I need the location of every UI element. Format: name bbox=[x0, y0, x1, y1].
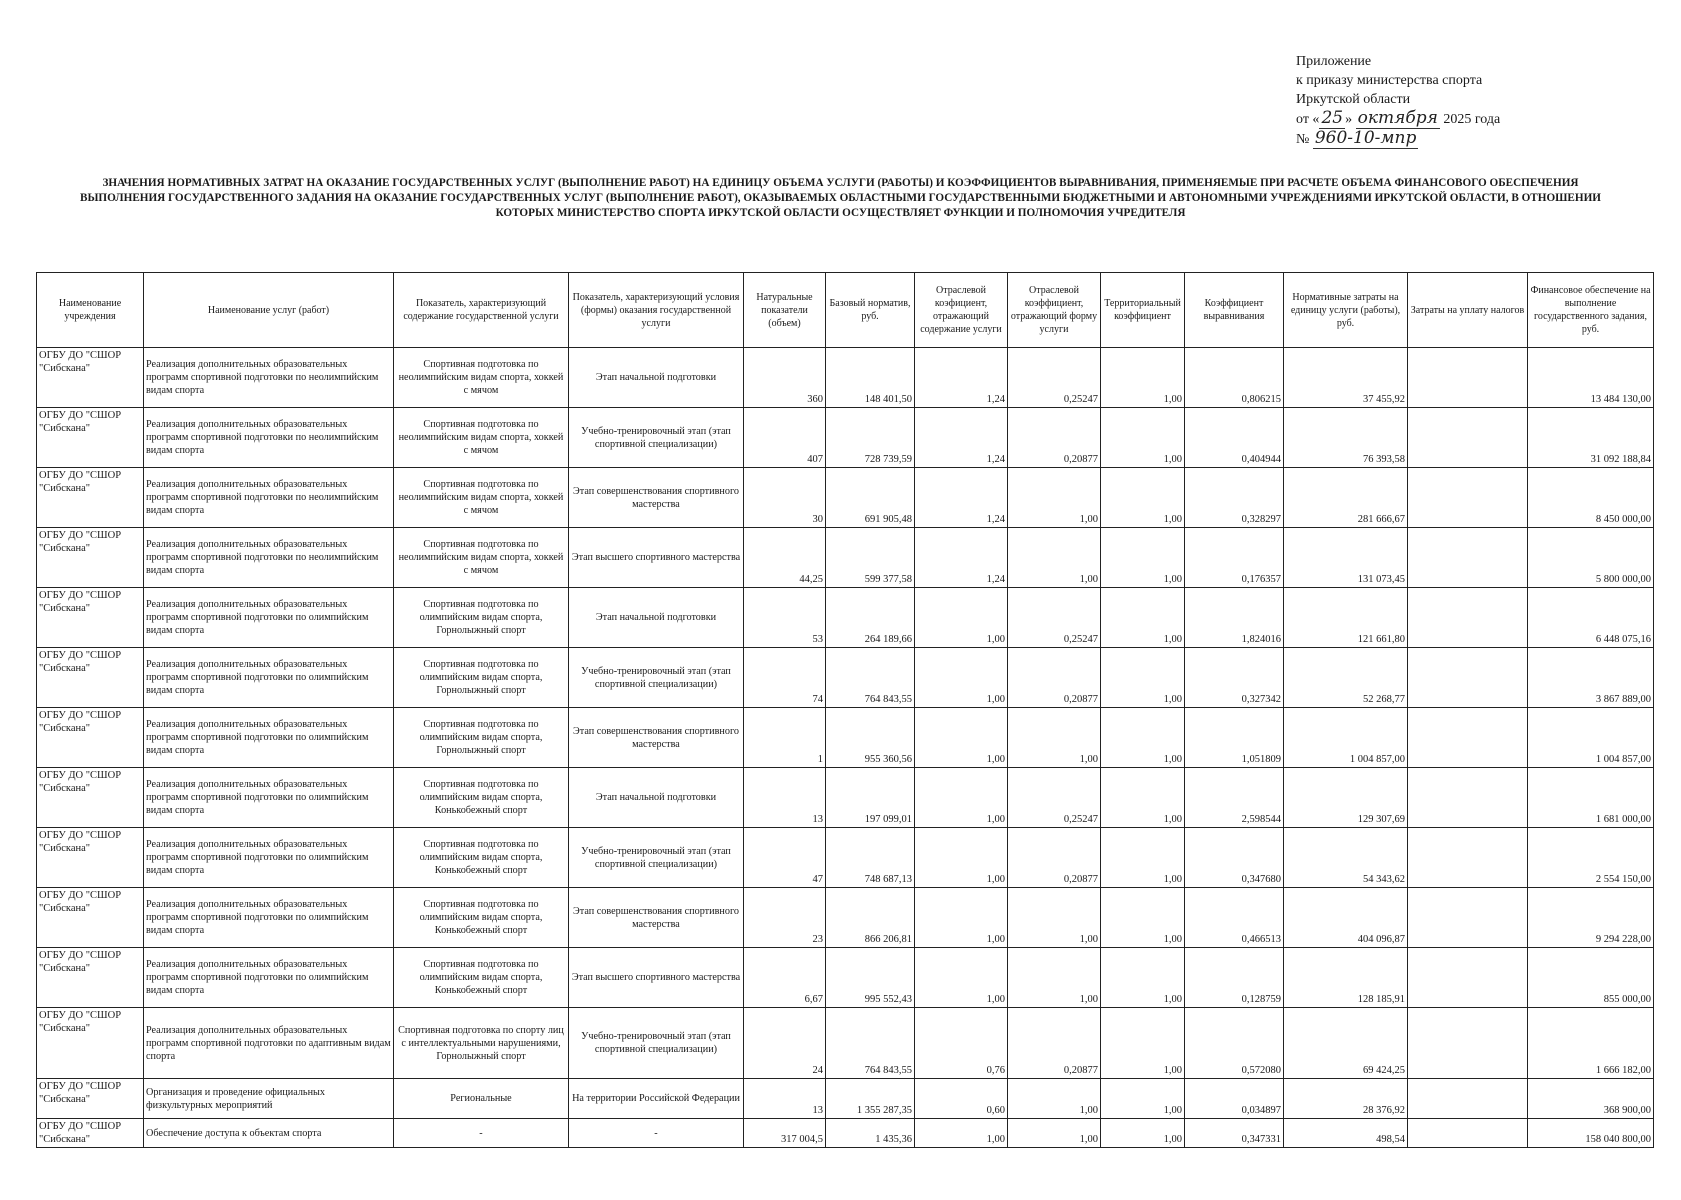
table-row bbox=[37, 528, 1654, 588]
cell-finance: 13 484 130,00 bbox=[1528, 348, 1654, 408]
cell-k-form: 0,25247 bbox=[1008, 348, 1101, 408]
cell-volume: 24 bbox=[744, 1008, 826, 1079]
cell-k-form: 0,20877 bbox=[1008, 828, 1101, 888]
col-header-tax: Затраты на уплату налогов bbox=[1408, 273, 1528, 348]
cell-finance: 31 092 188,84 bbox=[1528, 408, 1654, 468]
date-suffix: 2025 года bbox=[1439, 112, 1501, 127]
cell-finance: 1 004 857,00 bbox=[1528, 708, 1654, 768]
cell-content: Спортивная подготовка по олимпийским видам спорта, Конькобежный спорт bbox=[394, 828, 569, 888]
cell-volume: 6,67 bbox=[744, 948, 826, 1008]
number-prefix: № bbox=[1296, 132, 1313, 147]
cell-base: 995 552,43 bbox=[826, 948, 915, 1008]
cell-service: Реализация дополнительных образовательных программ спортивной подготовки по неолимпийским видам спорта bbox=[144, 348, 394, 408]
cell-form: Учебно-тренировочный этап (этап спортивной специализации) bbox=[569, 408, 744, 468]
cell-k-align: 0,806215 bbox=[1185, 348, 1284, 408]
table-body bbox=[37, 348, 1654, 1148]
cell-k-align: 0,328297 bbox=[1185, 468, 1284, 528]
appendix-line-1: Приложение bbox=[1296, 54, 1372, 69]
table-row bbox=[37, 768, 1654, 828]
cell-finance: 5 800 000,00 bbox=[1528, 528, 1654, 588]
col-header-k-form: Отраслевой коэффициент, отражающий форму услуги bbox=[1008, 273, 1101, 348]
cell-k-terr: 1,00 bbox=[1101, 768, 1185, 828]
order-number: 960-10-мпр bbox=[1314, 128, 1417, 148]
cell-service: Реализация дополнительных образовательных программ спортивной подготовки по неолимпийским видам спорта bbox=[144, 528, 394, 588]
cell-service: Реализация дополнительных образовательных программ спортивной подготовки по неолимпийским видам спорта bbox=[144, 468, 394, 528]
cell-base: 1 355 287,35 bbox=[826, 1079, 915, 1119]
cell-content: Спортивная подготовка по олимпийским видам спорта, Горнолыжный спорт bbox=[394, 708, 569, 768]
cell-k-align: 1,051809 bbox=[1185, 708, 1284, 768]
cell-k-align: 0,404944 bbox=[1185, 408, 1284, 468]
date-day: 25 bbox=[1321, 108, 1344, 128]
cell-org: ОГБУ ДО "СШОР "Сибскана" bbox=[37, 768, 144, 828]
cell-base: 599 377,58 bbox=[826, 528, 915, 588]
cell-k-form: 1,00 bbox=[1008, 948, 1101, 1008]
col-header-base: Базовый норматив, руб. bbox=[826, 273, 915, 348]
cell-k-content: 1,00 bbox=[915, 708, 1008, 768]
cell-org: ОГБУ ДО "СШОР "Сибскана" bbox=[37, 1079, 144, 1119]
cell-base: 748 687,13 bbox=[826, 828, 915, 888]
cell-content: Спортивная подготовка по неолимпийским видам спорта, хоккей с мячом bbox=[394, 408, 569, 468]
cell-content: Спортивная подготовка по неолимпийским видам спорта, хоккей с мячом bbox=[394, 348, 569, 408]
cell-k-terr: 1,00 bbox=[1101, 1119, 1185, 1148]
cell-norm: 128 185,91 bbox=[1284, 948, 1408, 1008]
table-row bbox=[37, 1079, 1654, 1119]
cell-tax bbox=[1408, 888, 1528, 948]
cell-k-content: 1,00 bbox=[915, 828, 1008, 888]
cell-k-content: 1,00 bbox=[915, 768, 1008, 828]
cell-org: ОГБУ ДО "СШОР "Сибскана" bbox=[37, 828, 144, 888]
appendix-line-2: к приказу министерства спорта bbox=[1296, 73, 1483, 88]
title-line-2: ВЫПОЛНЕНИЯ ГОСУДАРСТВЕННОГО ЗАДАНИЯ НА ОКАЗАНИЕ ГОСУДАРСТВЕННЫХ УСЛУГ (ВЫПОЛНЕНИЕ РАБОТ), ОКАЗЫВАЕМЫХ ОБЛАСТНЫМИ ГОСУДАРСТВЕННЫМИ БЮДЖЕТНЫМИ И АВТОНОМНЫМИ УЧРЕЖДЕНИЯМИ ИРКУТСКОЙ ОБЛАСТИ, В ОТНОШЕНИИ bbox=[79, 192, 1601, 204]
table-row bbox=[37, 948, 1654, 1008]
cell-tax bbox=[1408, 528, 1528, 588]
appendix-number bbox=[1296, 129, 1500, 149]
cell-k-align: 0,347680 bbox=[1185, 828, 1284, 888]
cell-k-terr: 1,00 bbox=[1101, 648, 1185, 708]
table-row bbox=[37, 888, 1654, 948]
cell-k-align: 0,176357 bbox=[1185, 528, 1284, 588]
cell-volume: 13 bbox=[744, 768, 826, 828]
cell-k-terr: 1,00 bbox=[1101, 348, 1185, 408]
cell-volume: 30 bbox=[744, 468, 826, 528]
col-header-k-align: Коэффициент выравнивания bbox=[1185, 273, 1284, 348]
cell-norm: 52 268,77 bbox=[1284, 648, 1408, 708]
table-row bbox=[37, 708, 1654, 768]
normative-costs-table bbox=[36, 272, 1654, 1148]
cell-volume: 317 004,5 bbox=[744, 1119, 826, 1148]
cell-service: Организация и проведение официальных физкультурных мероприятий bbox=[144, 1079, 394, 1119]
cell-k-terr: 1,00 bbox=[1101, 468, 1185, 528]
cell-content: Спортивная подготовка по олимпийским видам спорта, Горнолыжный спорт bbox=[394, 648, 569, 708]
cell-service: Реализация дополнительных образовательных программ спортивной подготовки по олимпийским видам спорта bbox=[144, 708, 394, 768]
cell-k-form: 0,20877 bbox=[1008, 1008, 1101, 1079]
cell-tax bbox=[1408, 348, 1528, 408]
cell-base: 148 401,50 bbox=[826, 348, 915, 408]
cell-tax bbox=[1408, 768, 1528, 828]
cell-form: Этап начальной подготовки bbox=[569, 348, 744, 408]
cell-form: Этап совершенствования спортивного мастерства bbox=[569, 468, 744, 528]
cell-tax bbox=[1408, 408, 1528, 468]
col-header-k-terr: Территориальный коэффициент bbox=[1101, 273, 1185, 348]
cell-form: Учебно-тренировочный этап (этап спортивной специализации) bbox=[569, 1008, 744, 1079]
date-month: октября bbox=[1357, 108, 1438, 128]
cell-content: Спортивная подготовка по неолимпийским видам спорта, хоккей с мячом bbox=[394, 468, 569, 528]
cell-k-align: 0,034897 bbox=[1185, 1079, 1284, 1119]
cell-org: ОГБУ ДО "СШОР "Сибскана" bbox=[37, 888, 144, 948]
cell-volume: 47 bbox=[744, 828, 826, 888]
cell-norm: 69 424,25 bbox=[1284, 1008, 1408, 1079]
cell-volume: 407 bbox=[744, 408, 826, 468]
cell-k-content: 1,00 bbox=[915, 648, 1008, 708]
cell-k-terr: 1,00 bbox=[1101, 528, 1185, 588]
cell-base: 764 843,55 bbox=[826, 648, 915, 708]
cell-service: Реализация дополнительных образовательных программ спортивной подготовки по неолимпийским видам спорта bbox=[144, 408, 394, 468]
cell-base: 1 435,36 bbox=[826, 1119, 915, 1148]
col-header-finance: Финансовое обеспечение на выполнение государственного задания, руб. bbox=[1528, 273, 1654, 348]
cell-org: ОГБУ ДО "СШОР "Сибскана" bbox=[37, 648, 144, 708]
cell-tax bbox=[1408, 1079, 1528, 1119]
title-line-3: КОТОРЫХ МИНИСТЕРСТВО СПОРТА ИРКУТСКОЙ ОБЛАСТИ ОСУЩЕСТВЛЯЕТ ФУНКЦИИ И ПОЛНОМОЧИЯ УЧРЕДИТЕЛЯ bbox=[495, 207, 1186, 219]
table-row bbox=[37, 408, 1654, 468]
cell-service: Обеспечение доступа к объектам спорта bbox=[144, 1119, 394, 1148]
date-mid: » bbox=[1345, 112, 1356, 127]
cell-k-content: 1,24 bbox=[915, 348, 1008, 408]
cell-k-form: 0,20877 bbox=[1008, 648, 1101, 708]
table-row bbox=[37, 348, 1654, 408]
cell-tax bbox=[1408, 948, 1528, 1008]
appendix-line-3: Иркутской области bbox=[1296, 92, 1411, 107]
cell-service: Реализация дополнительных образовательных программ спортивной подготовки по олимпийским видам спорта bbox=[144, 888, 394, 948]
cell-k-terr: 1,00 bbox=[1101, 1079, 1185, 1119]
cell-service: Реализация дополнительных образовательных программ спортивной подготовки по олимпийским видам спорта bbox=[144, 588, 394, 648]
cell-k-form: 0,25247 bbox=[1008, 588, 1101, 648]
cell-k-align: 2,598544 bbox=[1185, 768, 1284, 828]
cell-content: Спортивная подготовка по неолимпийским видам спорта, хоккей с мячом bbox=[394, 528, 569, 588]
cell-content: Спортивная подготовка по олимпийским видам спорта, Конькобежный спорт bbox=[394, 768, 569, 828]
cell-form: Этап высшего спортивного мастерства bbox=[569, 948, 744, 1008]
cell-content: - bbox=[394, 1119, 569, 1148]
cell-content: Спортивная подготовка по олимпийским видам спорта, Конькобежный спорт bbox=[394, 888, 569, 948]
cell-norm: 1 004 857,00 bbox=[1284, 708, 1408, 768]
cell-finance: 9 294 228,00 bbox=[1528, 888, 1654, 948]
cell-k-align: 0,347331 bbox=[1185, 1119, 1284, 1148]
cell-form: Этап начальной подготовки bbox=[569, 768, 744, 828]
cell-k-terr: 1,00 bbox=[1101, 408, 1185, 468]
cell-k-form: 1,00 bbox=[1008, 528, 1101, 588]
cell-norm: 498,54 bbox=[1284, 1119, 1408, 1148]
cell-k-align: 0,572080 bbox=[1185, 1008, 1284, 1079]
cell-norm: 404 096,87 bbox=[1284, 888, 1408, 948]
cell-k-form: 0,20877 bbox=[1008, 408, 1101, 468]
cell-k-align: 0,466513 bbox=[1185, 888, 1284, 948]
cell-org: ОГБУ ДО "СШОР "Сибскана" bbox=[37, 588, 144, 648]
cell-finance: 3 867 889,00 bbox=[1528, 648, 1654, 708]
cell-org: ОГБУ ДО "СШОР "Сибскана" bbox=[37, 528, 144, 588]
cell-finance: 8 450 000,00 bbox=[1528, 468, 1654, 528]
cell-base: 955 360,56 bbox=[826, 708, 915, 768]
cell-finance: 1 681 000,00 bbox=[1528, 768, 1654, 828]
cell-k-terr: 1,00 bbox=[1101, 828, 1185, 888]
cell-k-terr: 1,00 bbox=[1101, 888, 1185, 948]
cell-base: 728 739,59 bbox=[826, 408, 915, 468]
cell-norm: 76 393,58 bbox=[1284, 408, 1408, 468]
cell-norm: 28 376,92 bbox=[1284, 1079, 1408, 1119]
cell-k-terr: 1,00 bbox=[1101, 1008, 1185, 1079]
cell-service: Реализация дополнительных образовательных программ спортивной подготовки по адаптивным видам спорта bbox=[144, 1008, 394, 1079]
cell-org: ОГБУ ДО "СШОР "Сибскана" bbox=[37, 468, 144, 528]
cell-org: ОГБУ ДО "СШОР "Сибскана" bbox=[37, 348, 144, 408]
cell-org: ОГБУ ДО "СШОР "Сибскана" bbox=[37, 408, 144, 468]
cell-finance: 6 448 075,16 bbox=[1528, 588, 1654, 648]
cell-finance: 1 666 182,00 bbox=[1528, 1008, 1654, 1079]
cell-tax bbox=[1408, 708, 1528, 768]
cell-finance: 158 040 800,00 bbox=[1528, 1119, 1654, 1148]
cell-form: Учебно-тренировочный этап (этап спортивной специализации) bbox=[569, 828, 744, 888]
cell-base: 691 905,48 bbox=[826, 468, 915, 528]
cell-volume: 360 bbox=[744, 348, 826, 408]
cell-finance: 2 554 150,00 bbox=[1528, 828, 1654, 888]
table-row bbox=[37, 588, 1654, 648]
cell-service: Реализация дополнительных образовательных программ спортивной подготовки по олимпийским видам спорта bbox=[144, 768, 394, 828]
cell-norm: 131 073,45 bbox=[1284, 528, 1408, 588]
cell-org: ОГБУ ДО "СШОР "Сибскана" bbox=[37, 1008, 144, 1079]
cell-tax bbox=[1408, 648, 1528, 708]
cell-k-form: 1,00 bbox=[1008, 888, 1101, 948]
cell-tax bbox=[1408, 468, 1528, 528]
cell-k-content: 0,60 bbox=[915, 1079, 1008, 1119]
cell-volume: 53 bbox=[744, 588, 826, 648]
cell-k-content: 1,24 bbox=[915, 408, 1008, 468]
cell-k-align: 0,327342 bbox=[1185, 648, 1284, 708]
cell-volume: 1 bbox=[744, 708, 826, 768]
cell-content: Спортивная подготовка по олимпийским видам спорта, Конькобежный спорт bbox=[394, 948, 569, 1008]
date-prefix: от « bbox=[1296, 112, 1320, 127]
cell-norm: 37 455,92 bbox=[1284, 348, 1408, 408]
cell-form: Этап совершенствования спортивного мастерства bbox=[569, 708, 744, 768]
cell-content: Региональные bbox=[394, 1079, 569, 1119]
cell-k-form: 1,00 bbox=[1008, 1119, 1101, 1148]
cell-form: На территории Российской Федерации bbox=[569, 1079, 744, 1119]
cell-k-content: 1,24 bbox=[915, 468, 1008, 528]
table-row bbox=[37, 1119, 1654, 1148]
cell-form: - bbox=[569, 1119, 744, 1148]
cell-norm: 54 343,62 bbox=[1284, 828, 1408, 888]
cell-org: ОГБУ ДО "СШОР "Сибскана" bbox=[37, 948, 144, 1008]
table-header-row bbox=[37, 273, 1654, 348]
cell-tax bbox=[1408, 1119, 1528, 1148]
col-header-norm: Нормативные затраты на единицу услуги (работы), руб. bbox=[1284, 273, 1408, 348]
cell-tax bbox=[1408, 1008, 1528, 1079]
appendix-date bbox=[1296, 109, 1500, 129]
table-row bbox=[37, 468, 1654, 528]
cell-finance: 368 900,00 bbox=[1528, 1079, 1654, 1119]
table-row bbox=[37, 1008, 1654, 1079]
cell-k-form: 1,00 bbox=[1008, 708, 1101, 768]
cell-k-content: 1,00 bbox=[915, 948, 1008, 1008]
cell-content: Спортивная подготовка по олимпийским видам спорта, Горнолыжный спорт bbox=[394, 588, 569, 648]
cell-form: Этап совершенствования спортивного мастерства bbox=[569, 888, 744, 948]
cell-base: 764 843,55 bbox=[826, 1008, 915, 1079]
cell-k-align: 0,128759 bbox=[1185, 948, 1284, 1008]
cell-service: Реализация дополнительных образовательных программ спортивной подготовки по олимпийским видам спорта bbox=[144, 828, 394, 888]
cell-k-terr: 1,00 bbox=[1101, 588, 1185, 648]
cell-k-form: 0,25247 bbox=[1008, 768, 1101, 828]
cell-base: 197 099,01 bbox=[826, 768, 915, 828]
cell-form: Этап высшего спортивного мастерства bbox=[569, 528, 744, 588]
cell-k-terr: 1,00 bbox=[1101, 948, 1185, 1008]
cell-k-content: 1,00 bbox=[915, 1119, 1008, 1148]
col-header-service: Наименование услуг (работ) bbox=[144, 273, 394, 348]
cell-content: Спортивная подготовка по спорту лиц с интеллектуальными нарушениями, Горнолыжный спорт bbox=[394, 1008, 569, 1079]
col-header-org: Наименование учреждения bbox=[37, 273, 144, 348]
cell-form: Учебно-тренировочный этап (этап спортивной специализации) bbox=[569, 648, 744, 708]
title-line-1: ЗНАЧЕНИЯ НОРМАТИВНЫХ ЗАТРАТ НА ОКАЗАНИЕ ГОСУДАРСТВЕННЫХ УСЛУГ (ВЫПОЛНЕНИЕ РАБОТ) НА ЕДИНИЦУ ОБЪЕМА УСЛУГИ (РАБОТЫ) И КОЭФФИЦИЕНТОВ ВЫРАВНИВАНИЯ, ПРИМЕНЯЕМЫЕ ПРИ РАСЧЕТЕ ОБЪЕМА ФИНАНСОВОГО ОБЕСПЕЧЕНИЯ bbox=[102, 177, 1579, 189]
cell-base: 264 189,66 bbox=[826, 588, 915, 648]
cell-base: 866 206,81 bbox=[826, 888, 915, 948]
cell-finance: 855 000,00 bbox=[1528, 948, 1654, 1008]
cell-tax bbox=[1408, 588, 1528, 648]
cell-k-terr: 1,00 bbox=[1101, 708, 1185, 768]
cell-k-align: 1,824016 bbox=[1185, 588, 1284, 648]
col-header-k-content: Отраслевой коэфициент, отражающий содержание услуги bbox=[915, 273, 1008, 348]
cell-service: Реализация дополнительных образовательных программ спортивной подготовки по олимпийским видам спорта bbox=[144, 948, 394, 1008]
cell-tax bbox=[1408, 828, 1528, 888]
table-row bbox=[37, 648, 1654, 708]
cell-k-content: 1,00 bbox=[915, 588, 1008, 648]
document-title bbox=[20, 176, 1661, 221]
table-row bbox=[37, 828, 1654, 888]
cell-volume: 23 bbox=[744, 888, 826, 948]
cell-norm: 129 307,69 bbox=[1284, 768, 1408, 828]
cell-k-content: 0,76 bbox=[915, 1008, 1008, 1079]
cell-volume: 74 bbox=[744, 648, 826, 708]
cell-volume: 13 bbox=[744, 1079, 826, 1119]
cell-org: ОГБУ ДО "СШОР "Сибскана" bbox=[37, 1119, 144, 1148]
cell-norm: 121 661,80 bbox=[1284, 588, 1408, 648]
cell-norm: 281 666,67 bbox=[1284, 468, 1408, 528]
cell-k-form: 1,00 bbox=[1008, 468, 1101, 528]
cell-service: Реализация дополнительных образовательных программ спортивной подготовки по олимпийским видам спорта bbox=[144, 648, 394, 708]
col-header-volume: Натуральные показатели (объем) bbox=[744, 273, 826, 348]
col-header-form: Показатель, характеризующий условия (формы) оказания государственной услуги bbox=[569, 273, 744, 348]
cell-k-content: 1,00 bbox=[915, 888, 1008, 948]
appendix-block bbox=[1296, 52, 1500, 149]
cell-k-form: 1,00 bbox=[1008, 1079, 1101, 1119]
cell-form: Этап начальной подготовки bbox=[569, 588, 744, 648]
cell-k-content: 1,24 bbox=[915, 528, 1008, 588]
cell-org: ОГБУ ДО "СШОР "Сибскана" bbox=[37, 708, 144, 768]
cell-volume: 44,25 bbox=[744, 528, 826, 588]
col-header-content: Показатель, характеризующий содержание государственной услуги bbox=[394, 273, 569, 348]
